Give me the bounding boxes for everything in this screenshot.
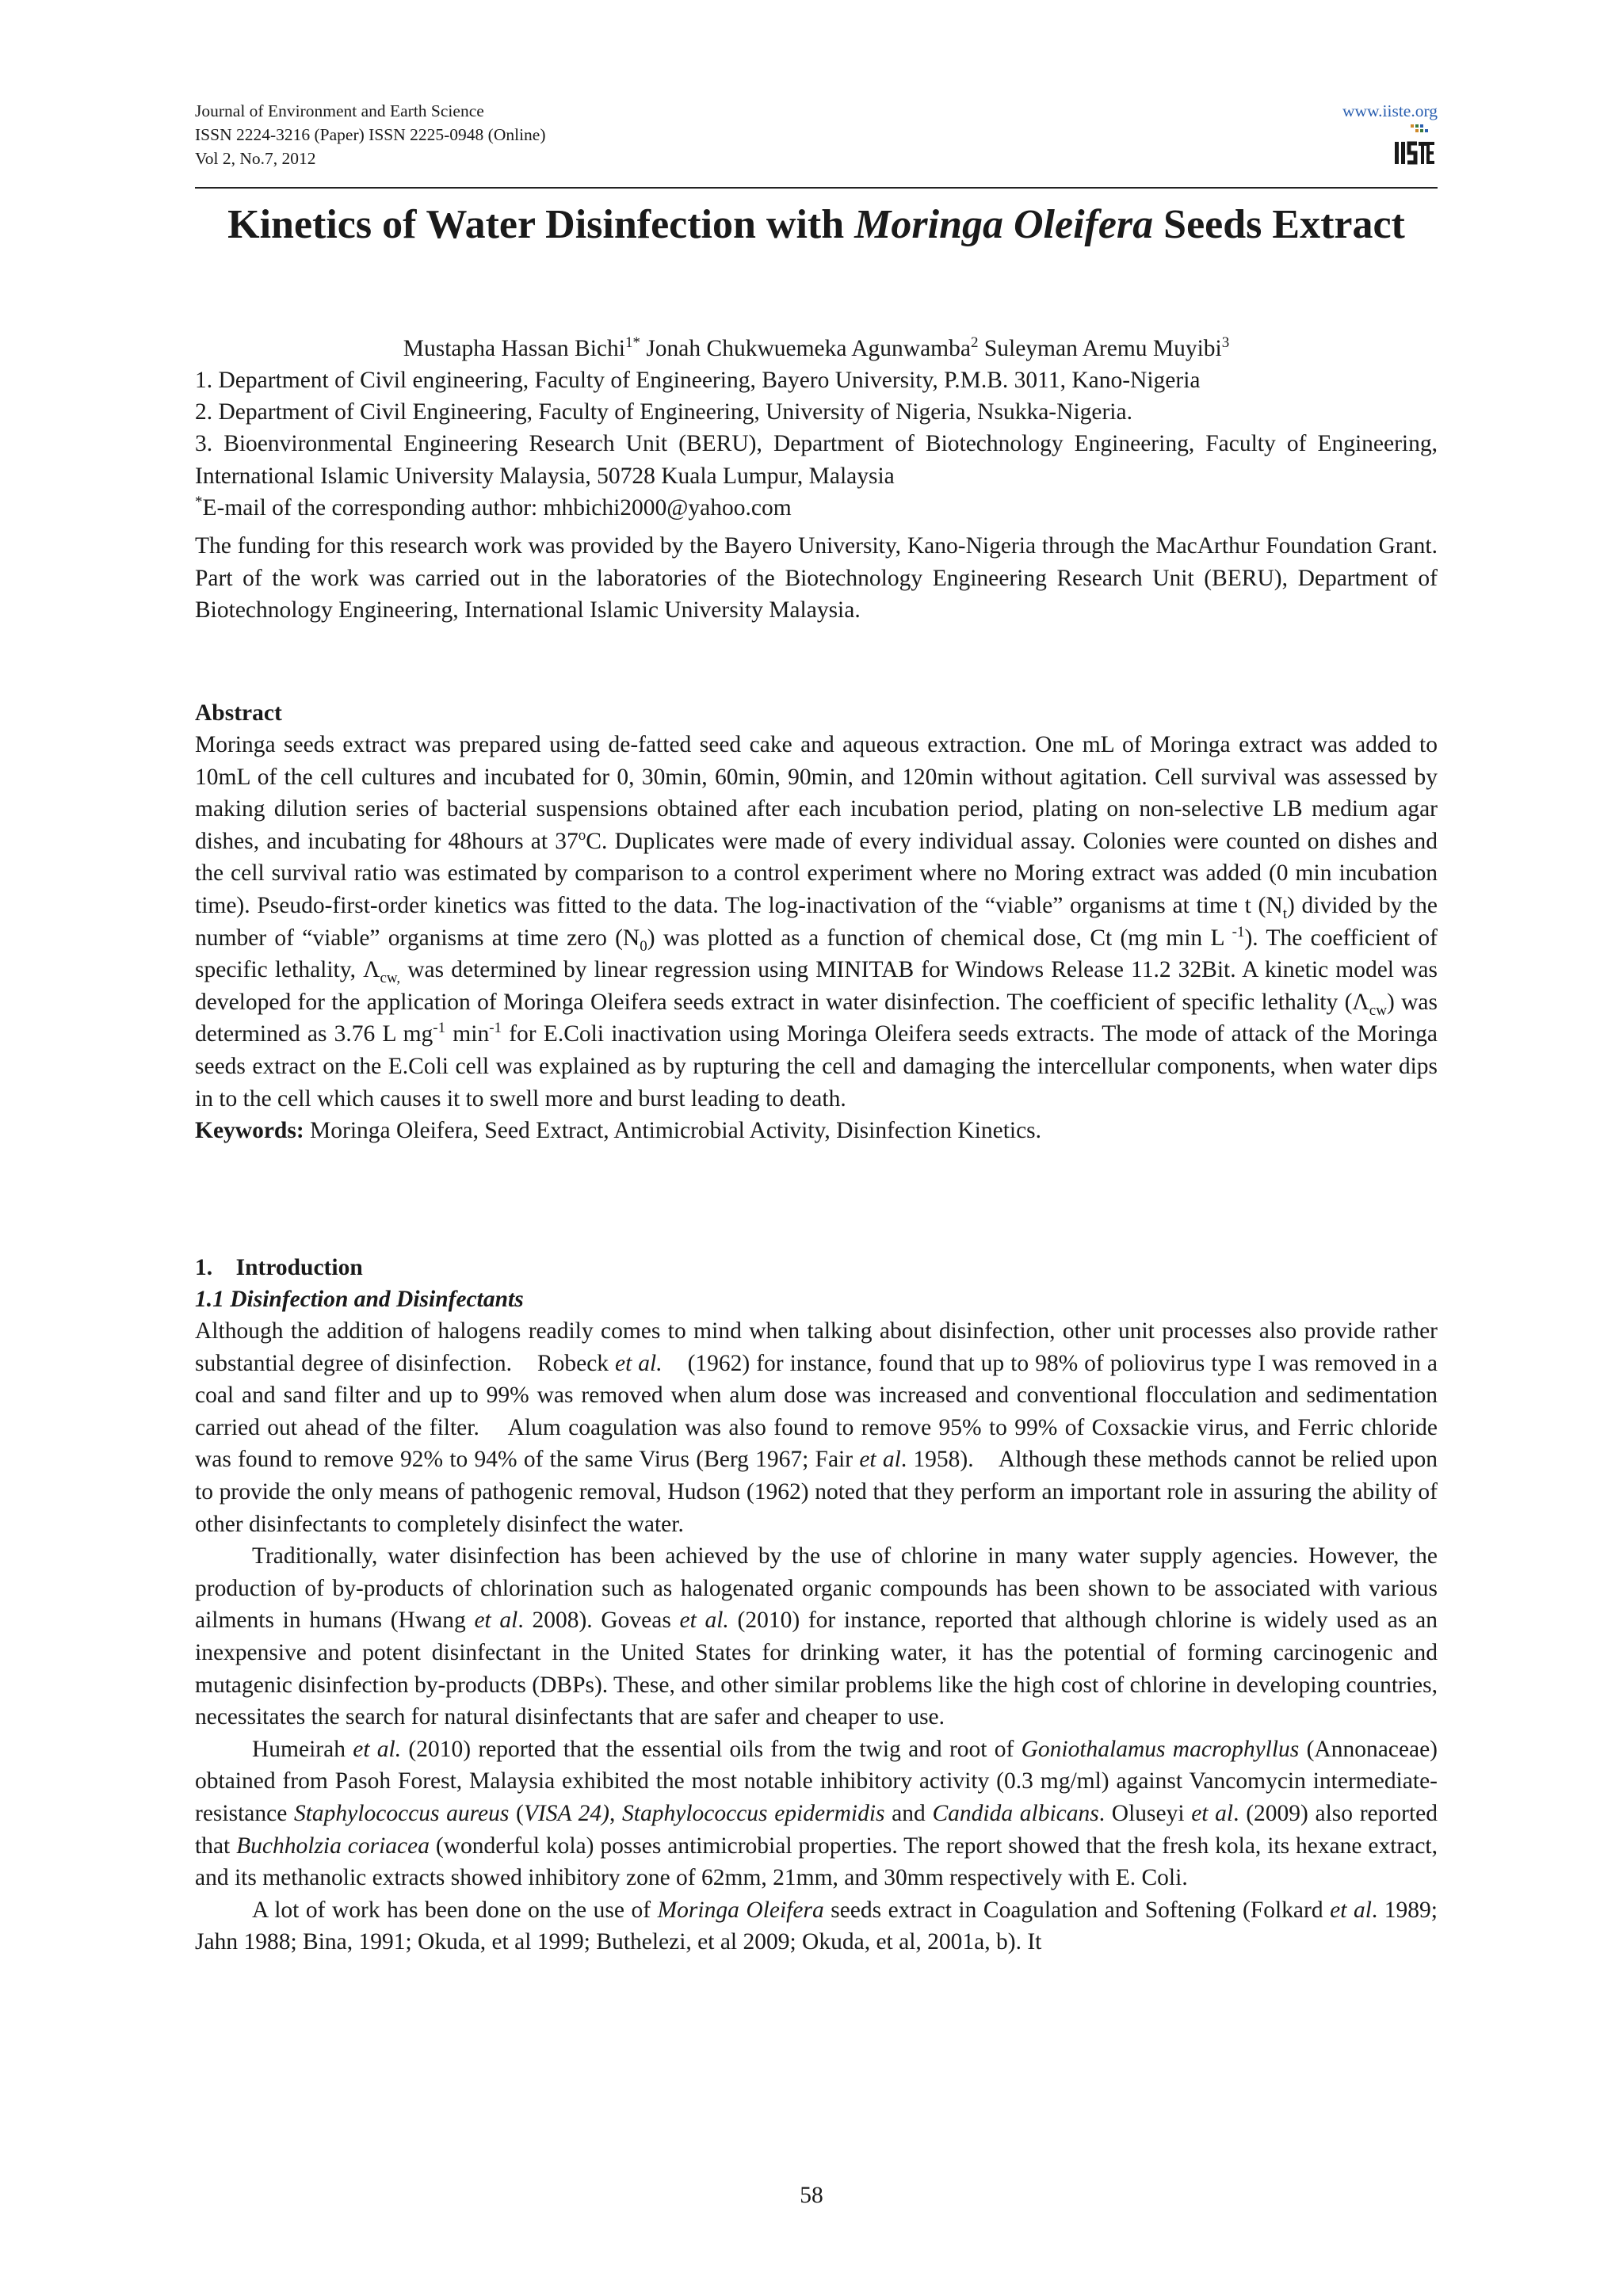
- page-number: 58: [800, 2183, 823, 2208]
- author-list: Mustapha Hassan Bichi$^{1*}$ Jonah Chukwuemeka Agunwamba$^2$ Suleyman Aremu Muyibi$^3$: [403, 334, 1230, 361]
- author-1: Mustapha Hassan Bichi: [403, 336, 625, 361]
- affiliation-2: 2. Department of Civil Engineering, Faculty of Engineering, University of Nigeria, Nsukka-Nigeria.: [195, 399, 1132, 425]
- intro-paragraph-3: Humeirah et al. (2010) reported that the essential oils from the twig and root of Goniothalamus macrophyllus (Annonaceae) obtained from Pasoh Forest, Malaysia exhibited the most notable inhibitory activity (0.3 mg/ml) against Vancomycin intermediate-resistance Staphylococcus aureus (VISA 24), Staphylococcus epidermidis and Candida albicans. Oluseyi et al. (2009) also reported that Buchholzia coriacea (wonderful kola) posses antimicrobial properties. The report showed that the fresh kola, its hexane extract, and its methanolic extracts showed inhibitory zone of 62mm, 21mm, and 30mm respectively with E. Coli.: [195, 1736, 1438, 1891]
- iiste-logo-icon: [1393, 124, 1436, 167]
- affiliations: [195, 364, 1438, 524]
- journal-url-link[interactable]: www.iiste.org: [1342, 101, 1438, 120]
- affiliation-1: 1. Department of Civil engineering, Faculty of Engineering, Bayero University, P.M.B. 3011, Kano-Nigeria: [195, 368, 1201, 393]
- author-3: Suleyman Aremu Muyibi: [978, 336, 1222, 361]
- subsection-heading: 1.1 Disinfection and Disinfectants: [195, 1287, 524, 1312]
- header-divider: [195, 187, 1438, 189]
- journal-header: [195, 99, 546, 170]
- funding-statement: The funding for this research work was provided by the Bayero University, Kano-Nigeria through the MacArthur Foundation Grant. Part of the work was carried out in the laboratories of the Biotechnology Engineering Research Unit (BERU), Department of Biotechnology Engineering, International Islamic University Malaysia.: [195, 533, 1438, 624]
- journal-name: Journal of Environment and Earth Science: [195, 101, 484, 120]
- introduction-section: [195, 1252, 1444, 1958]
- journal-issn: ISSN 2224-3216 (Paper) ISSN 2225-0948 (Online): [195, 125, 546, 144]
- paper-title: Kinetics of Water Disinfection with Moringa Oleifera Seeds Extract: [227, 202, 1405, 247]
- intro-paragraph-1: Although the addition of halogens readily comes to mind when talking about disinfection, other unit processes also provide rather substantial degree of disinfection. Robeck et al. (1962) for instance, found that up to 98% of poliovirus type I was removed in a coal and sand filter and up to 99% was removed when alum dose was increased and conventional flocculation and sedimentation carried out ahead of the filter. Alum coagulation was also found to remove 95% to 99% of Coxsackie virus, and Ferric chloride was found to remove 92% to 94% of the same Virus (Berg 1967; Fair et al. 1958). Although these methods cannot be relied upon to provide the only means of pathogenic removal, Hudson (1962) noted that they perform an important role in assuring the ability of other disinfectants to completely disinfect the water.: [195, 1318, 1444, 1537]
- corresponding-email: *E-mail of the corresponding author: mhbichi2000@yahoo.com: [195, 494, 792, 521]
- abstract-heading: Abstract: [195, 700, 282, 726]
- intro-paragraph-2: Traditionally, water disinfection has been achieved by the use of chlorine in many water supply agencies. However, the production of by-products of chlorination such as halogenated organic compounds has been shown to be associated with various ailments in humans (Hwang et al. 2008). Goveas et al. (2010) for instance, reported that although chlorine is widely used as an inexpensive and potent disinfectant in the United States for drinking water, it has the potential of forming carcinogenic and mutagenic disinfection by-products (DBPs). These, and other similar problems like the high cost of chlorine in developing countries, necessitates the search for natural disinfectants that are safer and cheaper to use.: [195, 1543, 1438, 1730]
- keywords: Keywords: Moringa Oleifera, Seed Extract, Antimicrobial Activity, Disinfection Kinetics.: [195, 1118, 1042, 1144]
- intro-paragraph-4: A lot of work has been done on the use of Moringa Oleifera seeds extract in Coagulation and Softening (Folkard et al. 1989; Jahn 1988; Bina, 1991; Okuda, et al 1999; Buthelezi, et al 2009; Okuda, et al, 2001a, b). It: [195, 1897, 1438, 1955]
- abstract-section: [195, 697, 1438, 1147]
- affiliation-3: 3. Bioenvironmental Engineering Research Unit (BERU), Department of Biotechnology Engineering, Faculty of Engineering, International Islamic University Malaysia, 50728 Kuala Lumpur, Malaysia: [195, 431, 1438, 489]
- abstract-body: Moringa seeds extract was prepared using de-fatted seed cake and aqueous extraction. One mL of Moringa extract was added to 10mL of the cell cultures and incubated for 0, 30min, 60min, 90min, and 120min without agitation. Cell survival was assessed by making dilution series of bacterial suspensions obtained after each incubation period, plating on non-selective LB medium agar dishes, and incubating for 48hours at 37$^o$C. Duplicates were made of every individual assay. Colonies were counted on dishes and the cell survival ratio was estimated by comparison to a control experiment where no Moring extract was added (0 min incubation time). Pseudo-first-order kinetics was fitted to the data. The log-inactivation of the “viable” organisms at time t $(N_t)$ divided by the number of “viable” organisms at time zero $(N_0)$ was plotted as a function of chemical dose, Ct (mg min L $^{-1}$). The coefficient of specific lethality, $\Lambda_{cw,}$ was determined by linear regression using MINITAB for Windows Release 11.2 32Bit. A kinetic model was developed for the application of Moringa Oleifera seeds extract in water disinfection. The coefficient of specific lethality $(\Lambda_{cw})$ was determined as 3.76 L $mg^{-1}$ $\min^{-1}$ for E.Coli inactivation using Moringa Oleifera seeds extracts. The mode of attack of the Moringa seeds extract on the E.Coli cell was explained as by rupturing the cell and damaging the intercellular components, when water dips in to the cell which causes it to swell more and burst leading to death.: [195, 732, 1438, 1112]
- journal-volume: Vol 2, No.7, 2012: [195, 149, 316, 168]
- section-heading-introduction: 1. Introduction: [195, 1255, 363, 1280]
- author-2: Jonah Chukwuemeka Agunwamba: [640, 336, 971, 361]
